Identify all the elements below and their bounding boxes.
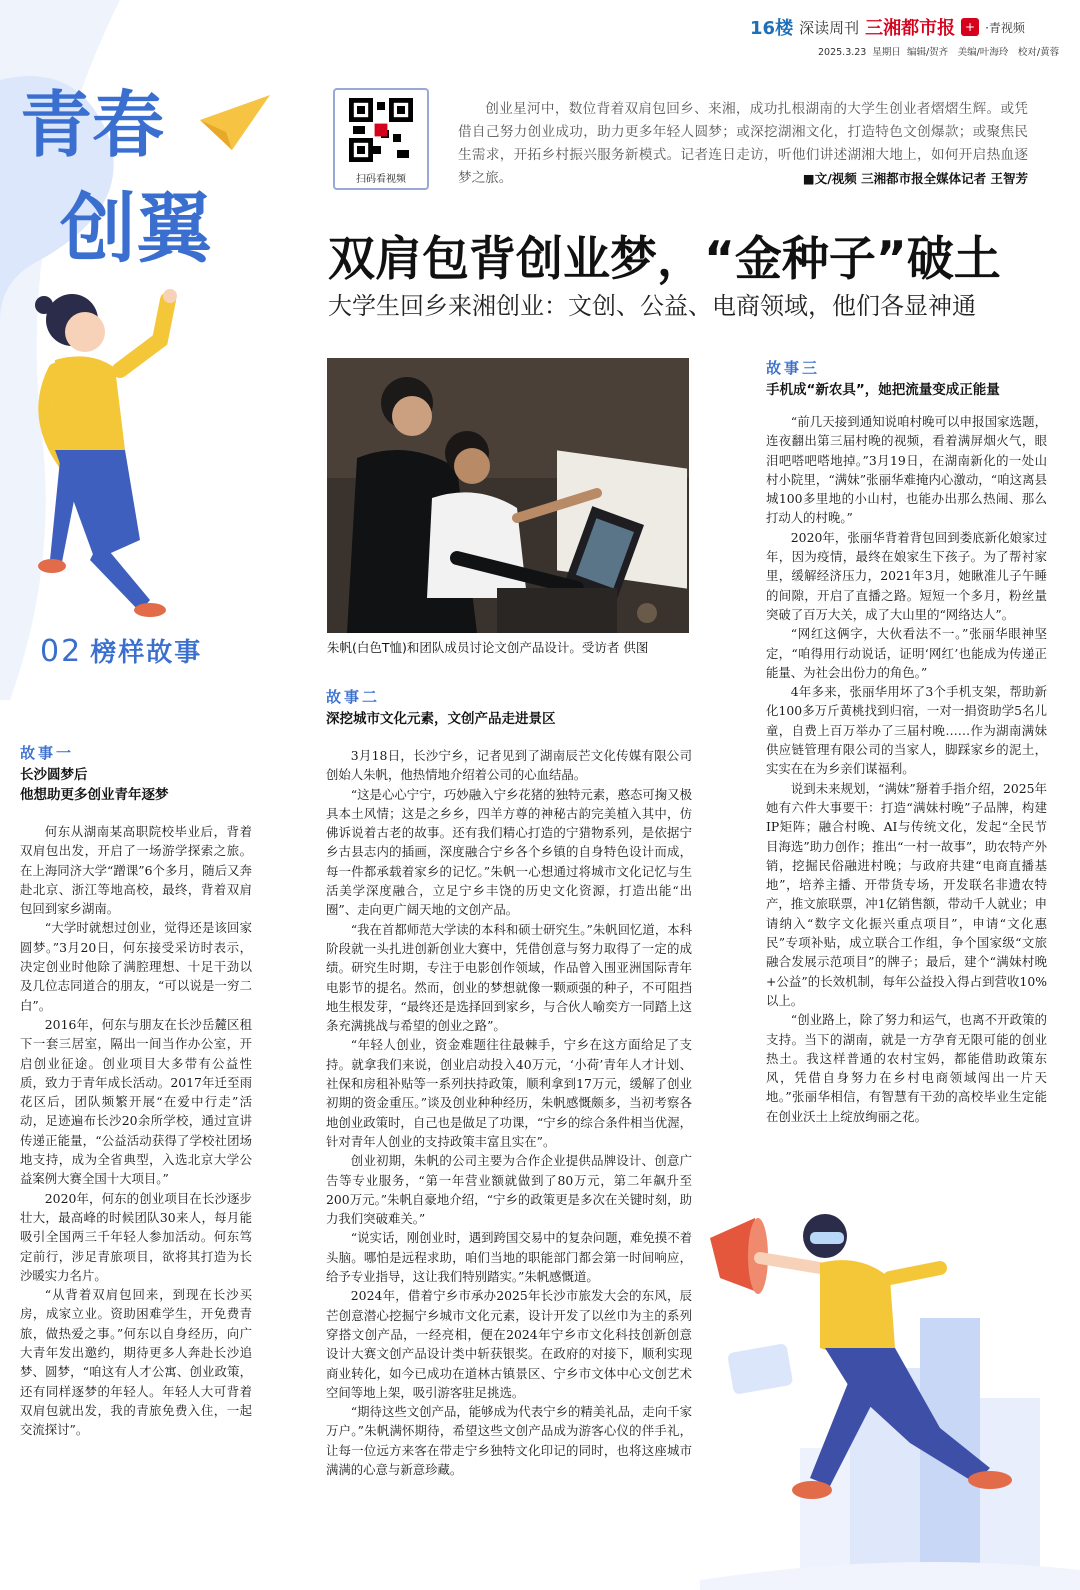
story2-paragraph: “说实话，刚创业时，遇到跨国交易中的复杂问题，难免摸不着头脑。哪怕是远程求助，咱们当地的职能部门都会第一时间响应，给予专业指导，这让我们特别踏实。”朱帆感慨道。 — [326, 1230, 692, 1285]
story1-heading — [20, 742, 252, 805]
issue-date: 2025.3.23 — [818, 47, 867, 58]
video-brand: ·青视频 — [985, 20, 1025, 35]
section-title: 榜样故事 — [90, 638, 203, 668]
story2-tag: 故事二 — [326, 688, 381, 706]
story1-tag: 故事一 — [20, 744, 75, 762]
qr-code[interactable] — [333, 88, 429, 190]
youth-illustration — [0, 0, 285, 700]
megaphone-runner-illustration — [700, 1198, 1080, 1590]
masthead — [750, 14, 1060, 58]
lead-paragraph — [458, 98, 1028, 190]
paper-name: 三湘都市报 — [865, 18, 956, 39]
story3-title: 手机成“新农具”，她把流量变成正能量 — [766, 382, 1000, 398]
team-photo — [327, 358, 689, 633]
story2-heading — [326, 686, 692, 729]
brand-title-line1: 青春 — [20, 83, 165, 167]
story2-paragraph: “期待这些文创产品，能够成为代表宁乡的精美礼品，走向千家万户。”朱帆满怀期待，希望这些文创产品成为游客心仪的伴手礼，让每一位远方来客在带走宁乡独特文化印记的同时，也将这座城市满满的心意与新意珍藏。 — [326, 1404, 692, 1477]
section-number: 02 — [40, 634, 83, 669]
subheadline: 大学生回乡来湘创业：文创、公益、电商领域，他们各显神通 — [328, 292, 976, 320]
story3-paragraph: “网红这俩字，大伙看法不一。”张丽华眼神坚定，“咱得用行动说话，证明‘网红’也能成为传递正能量、为社会出份力的角色。” — [766, 626, 1047, 680]
staff-credits: 编辑/贺齐 美编/叶海玲 校对/黄蓉 — [906, 47, 1060, 58]
headline: 双肩包背创业梦，“金种子”破土 — [328, 232, 1001, 287]
story2-paragraph: 3月18日，长沙宁乡，记者见到了湖南辰芒文化传媒有限公司创始人朱帆，他热情地介绍着公司的心血结晶。 — [326, 748, 692, 783]
brand-title-line2: 创翼 — [60, 184, 212, 273]
story3-paragraph: 4年多来，张丽华用坏了3个手机支架，帮助新化100多万斤黄桃找到归宿，一对一捐资助学5名儿童，自费上百万举办了三届村晚……作为湖南满妹供应链管理有限公司的当家人，脚踩家乡的泥土，实实在在为乡亲们谋福利。 — [766, 684, 1047, 777]
story1-title-line1: 长沙圆梦后 — [20, 767, 88, 783]
story1-paragraph: “大学时就想过创业，觉得还是该回家圆梦。”3月20日，何东接受采访时表示，决定创业时他除了满腔理想、十足干劲以及几位志同道合的朋友，“可以说是一穷二白”。 — [20, 920, 252, 1013]
story1-title-line2: 他想助更多创业青年逐梦 — [20, 787, 169, 803]
story1-paragraph: 2020年，何东的创业项目在长沙逐步壮大，最高峰的时候团队30来人，每月能吸引全国两三千年轻人参加活动。何东笃定前行，涉足青旅项目，欲将其打造为长沙暖实力名片。 — [20, 1190, 252, 1283]
story1-body — [20, 822, 252, 1440]
story3-paragraph: 说到未来规划，“满妹”掰着手指介绍，2025年她有六件大事要干：打造“满妹村晚”子品牌，构建IP矩阵；融合村晚、AI与传统文化，发起“全民节目海选”助力创作；推出“一村一故事”，助农特产外销，挖掘民俗融进村晚；与政府共建“电商直播基地”，培养主播、开带货专场，开发联名非遗农特产，推文旅联票，冲1亿销售额，带动千人就业；申请纳入“数字文化振兴重点项目”，申请“文化惠民”专项补贴，成立联合工作组，争个国家级“文旅融合发展示范项目”的牌子；最后，建个“满妹村晚+公益”的长效机制，每年公益投入得占到营收10%以上。 — [766, 780, 1047, 1008]
issue-weekday: 星期日 — [872, 47, 901, 58]
story1-paragraph: 2016年，何东与朋友在长沙岳麓区租下一套三居室，隔出一间当作办公室，开启创业征途。创业项目大多带有公益性质，致力于青年成长活动。2017年迁至雨花区后，团队频繁开展“在爱中行走”活动，足迹遍布长沙20余所学校，通过宣讲传递正能量，“公益活动获得了学校社团场地支持，成为全省典型，入选北京大学公益案例大赛全国十大项目。” — [20, 1016, 252, 1187]
story3-paragraph: “前几天接到通知说咱村晚可以申报国家选题，连夜翻出第三届村晚的视频，看着满屏烟火气，眼泪吧嗒吧嗒地掉。”3月19日，在湖南新化的一处山村小院里，“满妹”张丽华难掩内心激动，“咱这离县城100多里地的小山村，也能办出那么热闹、那么打动人的村晚。” — [766, 414, 1047, 526]
column-name: 深读周刊 — [799, 18, 860, 37]
story2-paragraph: “年轻人创业，资金难题往往最棘手，宁乡在这方面给足了支持。就拿我们来说，创业启动投入40万元，‘小荷’青年人才计划、社保和房租补贴等一系列扶持政策，顺利拿到17万元，缓解了创业初期的资金重压。”谈及创业种种经历，朱帆感慨颇多，当初考察各地创业政策时，自己也是做足了功课，“宁乡的综合条件相当优渥，针对青年人创业的支持政策丰富且实在”。 — [326, 1037, 692, 1149]
page-number: 16楼 — [750, 18, 794, 39]
story2-title: 深挖城市文化元素，文创产品走进景区 — [326, 711, 556, 727]
story2-paragraph: 2024年，借着宁乡市承办2025年长沙市旅发大会的东风，辰芒创意潜心挖掘宁乡城市文化元素，设计开发了以丝巾为主的系列穿搭文创产品，一经亮相，便在2024年宁乡市文化科技创新创意设计大赛文创产品设计类中斩获银奖。在政府的对接下，顺利实现商业转化，如今已成功在道林古镇景区、宁乡市文体中心文创艺术空间等地上架，吸引游客驻足挑选。 — [326, 1288, 692, 1400]
qr-pattern-icon — [349, 98, 413, 162]
story2-body — [326, 746, 692, 1479]
lead-text: 创业星河中，数位背着双肩包回乡、来湘，成功扎根湖南的大学生创业者熠熠生辉。或凭借自己努力创业成功，助力更多年轻人圆梦；或深挖湖湘文化，打造特色文创爆款；或聚焦民生需求，开拓乡村振兴服务新模式。记者连日走访，听他们讲述湖湘大地上，如何开启热血逐梦之旅。 — [458, 101, 1028, 186]
story3-tag: 故事三 — [766, 359, 821, 377]
story1-paragraph: 何东从湖南某高职院校毕业后，背着双肩包出发，开启了一场游学探索之旅。在上海同济大学“蹭课”6个多月，随后又奔赴北京、浙江等地高校，最终，背着双肩包回到家乡湖南。 — [20, 824, 252, 917]
story3-paragraph: 2020年，张丽华背着背包回到娄底新化娘家过年，因为疫情，最终在娘家生下孩子。为了帮衬家里，缓解经济压力，2021年3月，她瞅准儿子午睡的间隙，开启了直播之路。短短一个多月，粉丝量突破了百万大关，成了大山里的“网络达人”。 — [766, 529, 1047, 622]
section-label — [40, 632, 202, 669]
story2-paragraph: “这是心心宁宁，巧妙融入宁乡花猪的独特元素，憨态可掬又极具本土风情；这是之乡乡，四羊方尊的神秘古韵完美植入其中，仿佛诉说着古老的故事。还有我们精心打造的宁猎物系列，是依据宁乡古县志内的插画，深度融合宁乡各个乡镇的自身特色设计而成，每一件都承载着家乡的记忆。”朱帆一心想通过将城市文化记忆与生活美学深度融合，立足宁乡丰饶的历史文化资源，打造出能“出圈”、走向更广阔天地的文创产品。 — [326, 786, 692, 918]
story2-paragraph: “我在首都师范大学读的本科和硕士研究生。”朱帆回忆道，本科阶段就一头扎进创新创业大赛中，凭借创意与努力取得了一定的成绩。研究生时期，专注于电影创作领域，作品曾入围亚洲国际青年电影节的提名。然而，创业的梦想就像一颗顽强的种子，不可阻挡地生根发芽，“最终还是选择回到家乡，与合伙人喻奕方一同踏上这条充满挑战与希望的创业之路”。 — [326, 921, 692, 1034]
qr-caption: 扫码看视频 — [356, 174, 406, 185]
story1-paragraph: “从背着双肩包回来，到现在长沙买房，成家立业。资助困难学生，开免费青旅，做热爱之事。”何东以自身经历，向广大青年发出邀约，期待更多人奔赴长沙追梦、圆梦，“咱这有人才公寓、创业政策，还有同样逐梦的年轻人。年轻人大可背着双肩包就出发，我的青旅免费入住，一起交流探讨”。 — [20, 1287, 252, 1438]
paper-logo-icon: + — [961, 18, 979, 36]
story3-body — [766, 412, 1047, 1126]
story3-heading — [766, 357, 1047, 400]
story2-paragraph: 创业初期，朱帆的公司主要为合作企业提供品牌设计、创意广告等专业服务，“第一年营业额就做到了80万元，第二年飙升至200万元。”朱帆自豪地介绍，“宁乡的政策更是多次在关键时刻，助力我们突破难关。” — [326, 1153, 692, 1227]
byline: ■文/视频 三湘都市报全媒体记者 王智芳 — [802, 171, 1028, 186]
story3-paragraph: “创业路上，除了努力和运气，也离不开政策的支持。当下的湖南，就是一方孕育无限可能的创业热土。我这样普通的农村宝妈，都能借助政策东风，凭借自身努力在乡村电商领域闯出一片天地。”张丽华相信，有智慧有干劲的高校毕业生定能在创业沃土上绽放绚丽之花。 — [766, 1012, 1047, 1124]
photo-caption: 朱帆(白色T恤)和团队成员讨论文创产品设计。受访者 供图 — [327, 640, 649, 655]
